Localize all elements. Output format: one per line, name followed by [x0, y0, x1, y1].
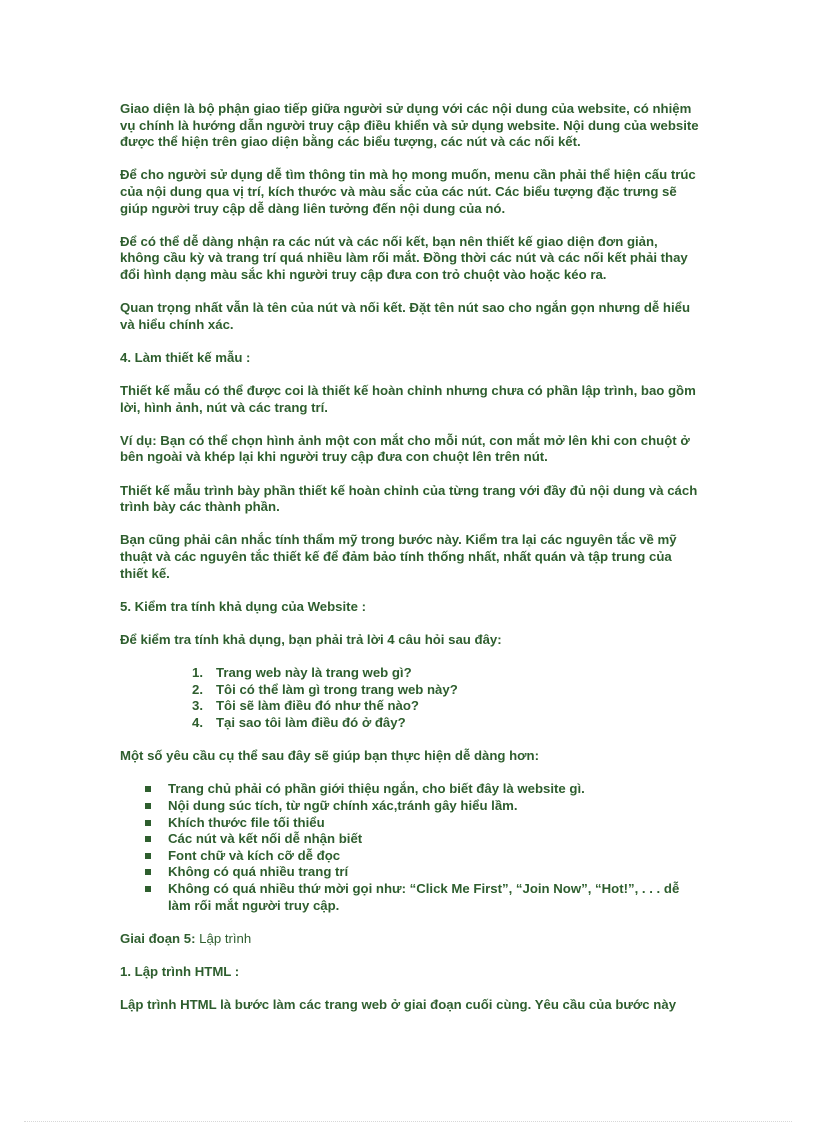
- list-item: [120, 665, 700, 682]
- paragraph-mockup-definition: Thiết kế mẫu có thể được coi là thiết kế hoàn chỉnh nhưng chưa có phần lập trình, bao gồm lời, hình ảnh, nút và các trang trí.: [120, 383, 696, 415]
- paragraph-html-programming: Lập trình HTML là bước làm các trang web ở giai đoạn cuối cùng. Yêu cầu của bước này: [120, 997, 677, 1013]
- heading-usability-test: 5. Kiểm tra tính khả dụng của Website :: [120, 598, 366, 614]
- list-item-text: Không có quá nhiều thứ mời gọi như: “Click Me First”, “Join Now”, “Hot!”, . . . dễ làm rối mắt người truy cập.: [168, 880, 680, 913]
- document-page: [120, 101, 700, 1030]
- list-number: 1.: [192, 665, 203, 681]
- list-item: [120, 831, 700, 848]
- square-bullet-icon: [145, 836, 151, 842]
- heading-html-programming: 1. Lập trình HTML :: [120, 963, 240, 979]
- list-item: [120, 881, 700, 914]
- square-bullet-icon: [145, 803, 151, 809]
- list-item-text: Khích thước file tối thiểu: [168, 814, 325, 830]
- list-item: [120, 864, 700, 881]
- heading-design-mockup: 4. Làm thiết kế mẫu :: [120, 349, 251, 365]
- list-number: 3.: [192, 698, 203, 714]
- list-item-text: Font chữ và kích cỡ dễ đọc: [168, 847, 341, 863]
- page-bottom-divider: [24, 1121, 792, 1122]
- phase-title: Lập trình: [199, 930, 252, 946]
- list-item-text: Trang chủ phải có phần giới thiệu ngắn, cho biết đây là website gì.: [168, 781, 585, 797]
- list-item: [120, 698, 700, 715]
- paragraph-example: Ví dụ: Bạn có thể chọn hình ảnh một con mắt cho mỗi nút, con mắt mở lên khi con chuột ở bên ngoài và khép lại khi người truy cập đưa con chuột lên trên nút.: [120, 432, 690, 465]
- square-bullet-icon: [145, 820, 151, 826]
- paragraph-requirements-intro: Một số yêu cầu cụ thể sau đây sẽ giúp bạn thực hiện dễ dàng hơn:: [120, 748, 539, 764]
- list-item-text: Tại sao tôi làm điều đó ở đây?: [216, 714, 406, 730]
- square-bullet-icon: [145, 886, 151, 892]
- list-item-text: Tôi sẽ làm điều đó như thế nào?: [216, 698, 419, 714]
- list-number: 4.: [192, 714, 203, 730]
- list-item: [120, 815, 700, 832]
- list-item-text: Các nút và kết nối dễ nhận biết: [168, 831, 363, 847]
- paragraph-buttons-links: Để có thể dễ dàng nhận ra các nút và các nối kết, bạn nên thiết kế giao diện đơn giản, không cầu kỳ và trang trí quá nhiều làm rối mắt. Đồng thời các nút và các nối kết phải thay đổi hình dạng màu sắc khi người truy cập đưa con trỏ chuột vào hoặc kéo ra.: [120, 233, 688, 282]
- square-bullet-icon: [145, 786, 151, 792]
- list-item-text: Không có quá nhiều trang trí: [168, 864, 349, 880]
- phase-heading: [120, 931, 700, 948]
- requirements-list: [120, 781, 700, 914]
- list-item: [120, 682, 700, 699]
- list-item-text: Nội dung súc tích, từ ngữ chính xác,tránh gây hiểu lầm.: [168, 797, 518, 813]
- paragraph-aesthetics: Bạn cũng phải cân nhắc tính thẩm mỹ trong bước này. Kiểm tra lại các nguyên tắc về mỹ thuật và các nguyên tắc thiết kế để đảm bảo tính thống nhất, nhất quán và tập trung của thiết kế.: [120, 532, 677, 581]
- paragraph-naming: Quan trọng nhất vẫn là tên của nút và nối kết. Đặt tên nút sao cho ngắn gọn nhưng dễ hiểu và hiểu chính xác.: [120, 300, 691, 332]
- square-bullet-icon: [145, 853, 151, 859]
- paragraph-interface-definition: Giao diện là bộ phận giao tiếp giữa người sử dụng với các nội dung của website, có nhiệm vụ chính là hướng dẫn người truy cập điều khiển và sử dụng website. Nội dung của website được thể hiện trên giao diện bằng các biểu tượng, các nút và các nối kết.: [120, 101, 699, 150]
- list-number: 2.: [192, 681, 203, 697]
- phase-label: Giai đoạn 5:: [120, 930, 196, 946]
- paragraph-mockup-presentation: Thiết kế mẫu trình bày phần thiết kế hoàn chỉnh của từng trang với đầy đủ nội dung và cách trình bày các thành phần.: [120, 482, 698, 515]
- list-item-text: Tôi có thể làm gì trong trang web này?: [216, 681, 458, 697]
- paragraph-usability-intro: Để kiểm tra tính khả dụng, bạn phải trả lời 4 câu hỏi sau đây:: [120, 632, 502, 647]
- square-bullet-icon: [145, 869, 151, 875]
- usability-questions-list: [120, 665, 700, 731]
- list-item: [120, 848, 700, 865]
- list-item: [120, 715, 700, 732]
- paragraph-menu-structure: Để cho người sử dụng dễ tìm thông tin mà họ mong muốn, menu cần phải thể hiện cấu trúc của nội dung qua vị trí, kích thước và màu sắc của các nút. Các biểu tượng đặc trưng sẽ giúp người truy cập dễ dàng liên tưởng đến nội dung của nó.: [120, 167, 696, 216]
- list-item: [120, 781, 700, 798]
- list-item: [120, 798, 700, 815]
- list-item-text: Trang web này là trang web gì?: [216, 665, 412, 681]
